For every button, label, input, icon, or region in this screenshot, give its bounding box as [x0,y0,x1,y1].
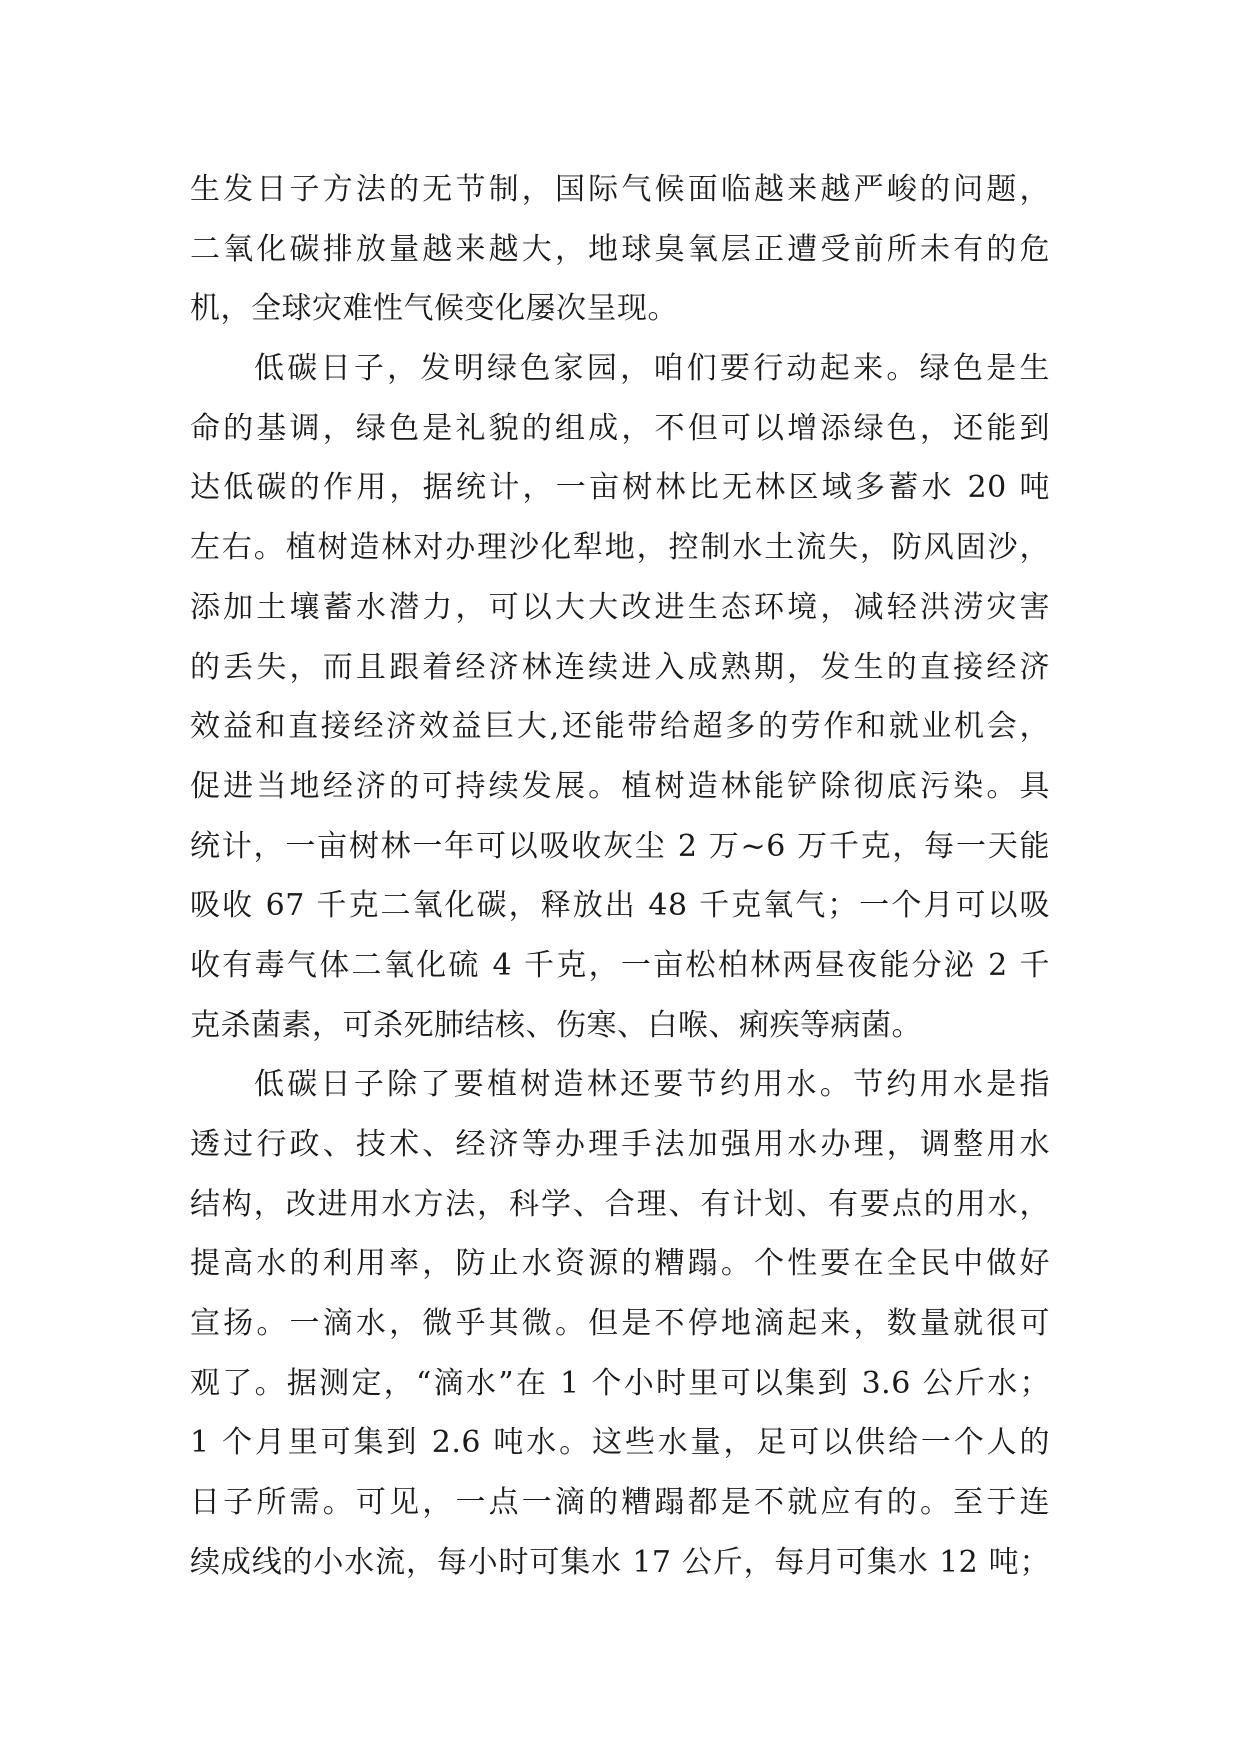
text-line: 低碳日子除了要植树造林还要节约用水。节约用水是指 [254,1067,1050,1103]
text-line: 达低碳的作用，据统计，一亩树林比无林区域多蓄水 20 吨 [190,470,1050,506]
text-line: 二氧化碳排放量越来越大，地球臭氧层正遭受前所未有的危 [190,231,1050,267]
paragraph-2 [190,339,1050,1055]
text-line: 促进当地经济的可持续发展。植树造林能铲除彻底污染。具 [190,768,1050,804]
text-line: 效益和直接经济效益巨大,还能带给超多的劳作和就业机会， [190,709,1050,745]
text-line: 吸收 67 千克二氧化碳，释放出 48 千克氧气；一个月可以吸 [190,888,1050,924]
text-line: 添加土壤蓄水潜力，可以大大改进生态环境，减轻洪涝灾害 [190,589,1050,625]
text-line: 1 个月里可集到 2.6 吨水。这些水量，足可以供给一个人的 [190,1425,1050,1461]
text-line: 生发日子方法的无节制，国际气候面临越来越严峻的问题， [190,172,1050,207]
text-line: 左右。植树造林对办理沙化犁地，控制水土流失，防风固沙， [190,530,1050,566]
text-line: 宣扬。一滴水，微乎其微。但是不停地滴起来，数量就很可 [190,1306,1050,1342]
text-line: 低碳日子，发明绿色家园，咱们要行动起来。绿色是生 [254,351,1050,387]
text-line: 机，全球灾难性气候变化屡次呈现。 [190,291,678,327]
paragraph-3 [190,1055,1050,1592]
body-text [190,160,1050,1593]
text-line: 透过行政、技术、经济等办理手法加强用水办理，调整用水 [190,1127,1050,1162]
text-line: 日子所需。可见，一点一滴的糟蹋都是不就应有的。至于连 [190,1485,1050,1521]
text-line: 观了。据测定，“滴水”在 1 个小时里可以集到 3.6 公斤水； [190,1365,1050,1401]
paragraph-1 [190,160,1050,339]
text-line: 的丢失，而且跟着经济林连续进入成熟期，发生的直接经济 [190,649,1050,685]
text-line: 结构，改进用水方法，科学、合理、有计划、有要点的用水， [190,1186,1050,1222]
text-line: 提高水的利用率，防止水资源的糟蹋。个性要在全民中做好 [190,1246,1050,1282]
text-line: 收有毒气体二氧化硫 4 千克，一亩松柏林两昼夜能分泌 2 千 [190,947,1050,983]
text-line: 克杀菌素，可杀死肺结核、伤寒、白喉、痢疾等病菌。 [190,1007,922,1043]
text-line: 续成线的小水流，每小时可集水 17 公斤，每月可集水 12 吨； [190,1544,1050,1580]
text-line: 命的基调，绿色是礼貌的组成，不但可以增添绿色，还能到 [190,410,1050,446]
text-line: 统计，一亩树林一年可以吸收灰尘 2 万~6 万千克，每一天能 [190,828,1050,864]
